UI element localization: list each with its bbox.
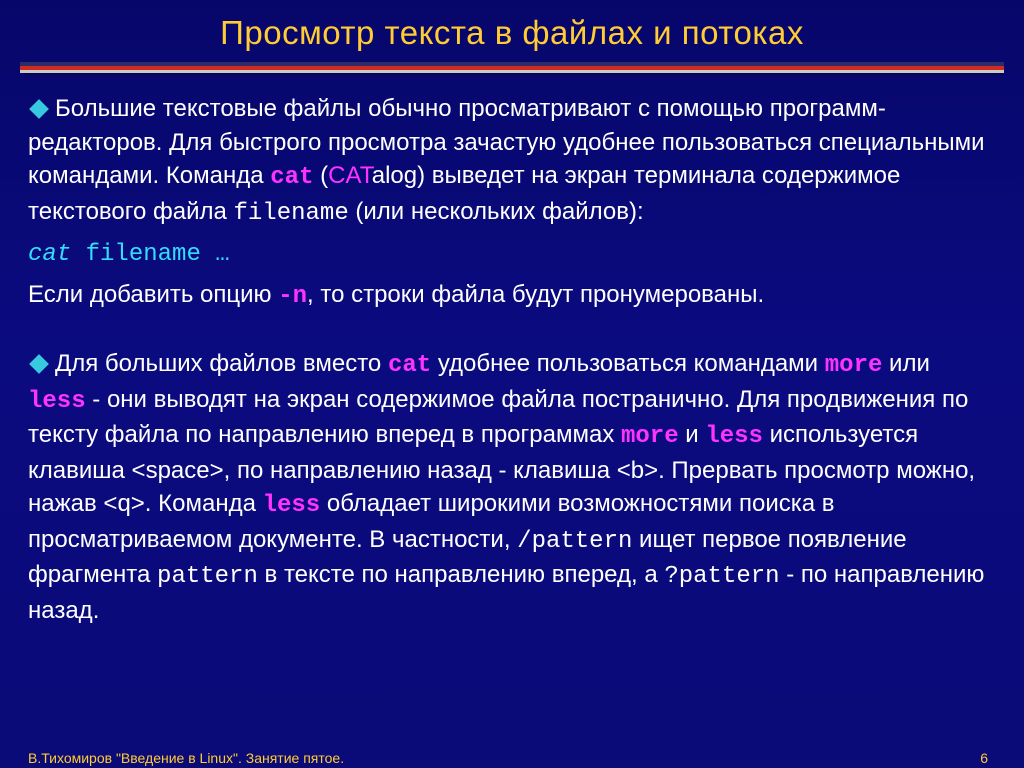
text-segment: используется клавиша <space>, по направлению назад - клавиша <b>. Прервать просмотр можно, нажав <q>. Команда bbox=[28, 421, 976, 517]
command-cat: cat bbox=[270, 164, 314, 191]
pattern-backward: ?pattern bbox=[664, 563, 780, 590]
title-divider bbox=[20, 62, 1004, 74]
diamond-bullet-icon bbox=[29, 99, 49, 119]
diamond-bullet-icon bbox=[29, 354, 49, 374]
text-segment: alog) выведет на экран терминала содержимое текстового файла bbox=[28, 162, 901, 225]
text-segment: в тексте по направлению вперед, а bbox=[257, 561, 665, 588]
pattern-term: pattern bbox=[157, 563, 258, 590]
command-cat: cat bbox=[387, 352, 432, 379]
text-segment: Если добавить опцию bbox=[28, 280, 279, 308]
option-n: -n bbox=[278, 282, 308, 310]
text-segment: - по направлению назад. bbox=[28, 561, 985, 624]
code-example bbox=[28, 238, 988, 272]
footer-author: В.Тихомиров "Введение в Linux". Занятие пятое. bbox=[28, 750, 345, 766]
command-less: less bbox=[28, 387, 86, 415]
text-segment: - они выводят на экран содержимое файла постранично. Для продвижения по тексту файла по направлению вперед в программах bbox=[28, 385, 969, 448]
text-segment: Для больших файлов вместо bbox=[55, 350, 388, 377]
page-number: 6 bbox=[980, 750, 988, 766]
command-less: less bbox=[262, 492, 321, 519]
text-segment: (или нескольких файлов): bbox=[348, 197, 644, 225]
text-segment: ищет первое появление фрагмента bbox=[28, 525, 907, 588]
text-segment: ( bbox=[313, 162, 329, 189]
text-segment: и bbox=[678, 421, 706, 448]
command-more: more bbox=[824, 352, 883, 379]
slide-body bbox=[28, 92, 988, 627]
slide-title: Просмотр текста в файлах и потоках bbox=[220, 14, 804, 51]
divider-shadow bbox=[24, 73, 1004, 75]
command-more: more bbox=[620, 423, 679, 450]
paragraph-cat-intro bbox=[28, 92, 988, 230]
pattern-forward: /pattern bbox=[517, 527, 633, 555]
text-segment: Большие текстовые файлы обычно просматривают с помощью программ-редакторов. Для быстрого просмотра зачастую удобнее пользоваться специальными командами. Команда bbox=[28, 95, 985, 189]
text-segment: или bbox=[882, 350, 930, 377]
text-segment: удобнее пользоваться командами bbox=[431, 350, 825, 377]
filename-term: filename bbox=[233, 199, 349, 227]
paragraph-option-n bbox=[28, 278, 988, 314]
text-segment: , то строки файла будут пронумерованы. bbox=[307, 280, 765, 308]
text-segment: обладает широкими возможностями поиска в просматриваемом документе. В частности, bbox=[28, 490, 835, 553]
code-arguments: filename … bbox=[85, 241, 230, 268]
acronym-cat: CAT bbox=[328, 162, 372, 189]
command-less: less bbox=[705, 423, 763, 450]
paragraph-more-less bbox=[28, 347, 988, 627]
code-command: cat bbox=[28, 241, 72, 268]
